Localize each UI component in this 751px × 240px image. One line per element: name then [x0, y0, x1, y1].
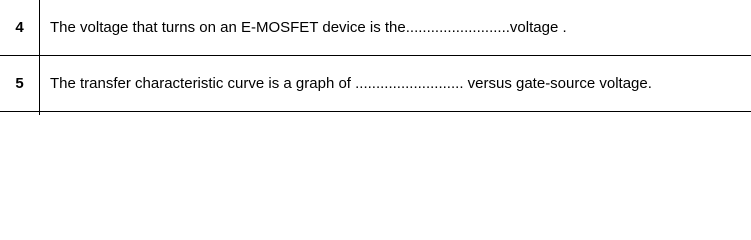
empty-cell [0, 112, 40, 116]
question-table [0, 0, 751, 115]
empty-cell [40, 112, 751, 116]
question-text: The transfer characteristic curve is a graph of .......................... versus gate-source voltage. [40, 56, 751, 112]
question-row [0, 56, 751, 112]
question-number: 4 [0, 0, 40, 56]
table-row-continuation [0, 112, 751, 116]
question-text: The voltage that turns on an E-MOSFET device is the.........................voltage . [40, 0, 751, 56]
question-number: 5 [0, 56, 40, 112]
question-row [0, 0, 751, 56]
